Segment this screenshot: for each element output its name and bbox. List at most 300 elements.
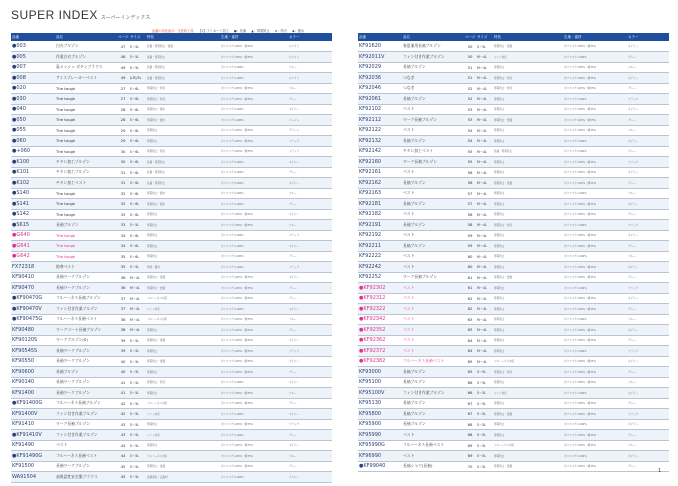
features [146,430,220,441]
size-range [476,73,493,84]
material [220,377,288,388]
product-code [358,41,402,52]
material-text: ポリエステル65%・綿35% [221,454,254,458]
table-row [11,115,332,126]
product-code-text: KF92163 [359,190,382,197]
color-name-text: ブラック [289,349,300,353]
product-name-text: 作業白衣ブルゾン [56,53,87,59]
product-name [402,293,464,304]
product-name-text: ファン付き作業ブルゾン [403,53,445,59]
size-range [476,440,493,451]
material [220,283,288,294]
product-code [358,104,402,115]
table-header-row [11,33,332,41]
features [146,188,220,199]
product-name [55,62,117,73]
product-name [55,188,117,199]
page-ref-text: 45 [120,474,126,480]
page-ref-text: 59 [467,243,473,249]
product-code-text: KF92036 [359,74,382,81]
size-range-text: S〜5L [477,380,487,385]
page-ref-text: 31 [120,180,126,186]
product-name-text: 長袖ワークブルゾン [56,463,91,469]
features-text: 帯電防止 [494,97,505,101]
color-name [288,41,332,52]
column-header: 生地・素材 [563,33,627,41]
page-ref-text: 50 [467,54,473,60]
table-row [358,41,669,52]
table-row [358,283,669,294]
features [493,62,563,73]
product-code-text: KF90140 [12,379,35,386]
size-range-text: M〜4L [477,223,487,228]
product-code-text: KF92142 [359,148,382,155]
page-ref-text: 54 [467,138,473,144]
product-code-text: KF90545S [12,347,38,354]
features-text: ファン対応 [494,55,507,59]
material [220,94,288,105]
size-range-text: S〜5L [130,44,140,49]
material [220,220,288,231]
material-text: ポリエステル100% [564,255,587,259]
size-range-text: S〜6L [130,139,140,144]
material [563,94,627,105]
size-range [476,419,493,430]
features [493,335,563,346]
page-ref-text: 29 [120,138,126,144]
page-ref [117,230,129,241]
column-header: サイズ [129,33,146,41]
material-text: ポリエステル65%・綿35% [221,465,254,469]
product-name [402,430,464,441]
product-name [55,419,117,430]
size-range-text: S〜5L [477,44,487,49]
color-name-text: ブルー [628,381,636,385]
product-name [55,409,117,420]
product-name-text: 防寒ベスト [56,263,75,269]
size-range-text: S〜5L [477,464,487,469]
product-code [11,356,55,367]
color-name [627,251,669,262]
table-row [11,241,332,252]
page-ref [117,430,129,441]
product-name-text: アイスブレーカーベスト [56,74,98,80]
size-range [476,398,493,409]
product-name-text: The tough [56,211,76,217]
page-ref [117,104,129,115]
product-name-text: 長袖ブルゾン [56,368,79,374]
material-text: ポリエステル65%・綿35% [564,328,597,332]
material-text: ポリエステル100% [564,423,587,427]
color-name [627,178,669,189]
color-name-text: ネイビー [289,276,300,280]
product-name-text: フルハーネス長袖ベスト [403,442,445,448]
size-range-text: S〜5L [130,391,140,396]
features-text: 帯電防止 [494,265,505,269]
product-code [358,136,402,147]
product-code [358,94,402,105]
product-name-text: チタン加工ブルゾン [56,169,90,175]
features [493,115,563,126]
product-name [402,73,464,84]
product-name [402,356,464,367]
page-ref-text: 64 [467,348,473,354]
product-code [358,335,402,346]
features [146,209,220,220]
features [146,136,220,147]
features [146,125,220,136]
features [146,304,220,315]
size-range-text: M〜4L [130,328,140,333]
features-text: ファン対応 [147,433,160,437]
page-ref-text: 28 [120,106,126,112]
product-name [55,146,117,157]
features [146,178,220,189]
product-code-text: ●KF92302 [359,284,386,291]
product-name [55,125,117,136]
product-code-text: ●KF92362 [359,337,386,344]
product-code [11,52,55,63]
features-text: 帯電防止・透湿 [147,465,166,469]
material [563,115,627,126]
size-range [476,125,493,136]
product-name-text: ベスト [403,452,415,458]
color-name [627,188,669,199]
color-name-text: ブラック [628,349,639,353]
product-name [55,199,117,210]
material [563,220,627,231]
product-code-text: KF95900 [359,421,382,428]
table-row [358,83,669,94]
product-name-text: ベスト [403,431,415,437]
material-text: ポリエステル65%・綿35% [564,444,597,448]
product-code-text: KF95100 [359,379,382,386]
product-code [358,178,402,189]
material-text: ポリエステル100% [221,433,244,437]
page-ref-text: 31 [120,169,126,175]
product-name [55,115,117,126]
product-code [11,346,55,357]
page-ref-text: 37 [120,306,126,312]
material [563,367,627,378]
features-text: 抗菌・帯電防止 [494,150,513,154]
product-code-text: KF91620 [359,43,382,49]
product-code [358,272,402,283]
page-ref [464,209,476,220]
size-range-text: M〜4L [477,338,487,343]
features [146,104,220,115]
product-name [402,325,464,336]
size-range [476,230,493,241]
features [493,199,563,210]
material-text: ポリエステル65%・綿35% [221,55,254,59]
material-text: ポリエステル100% [221,76,244,80]
page-ref-text: 34 [120,243,126,249]
features-text: 抗菌・帯電防止 [147,66,166,70]
table-row [11,209,332,220]
size-range-text: S〜5L [130,443,140,448]
size-range-text: M〜4L [477,191,487,196]
product-code-text: ●005 [12,53,26,60]
page-ref [464,430,476,441]
column-header: 生地・素材 [220,33,288,41]
material [563,230,627,241]
color-name-text: ネイビー [628,45,639,48]
size-range-text: S〜5L [130,338,140,343]
product-code [11,125,55,136]
page-ref-text: 65 [467,358,473,364]
material-text: ポリエステル65%・綿35% [564,381,597,385]
size-range [129,440,146,451]
material [220,367,288,378]
product-name-text: 長袖ブルゾン [403,200,426,206]
table-row [11,73,332,84]
material-text: ポリエステル100% [221,255,244,259]
size-range-text: S〜6L [130,181,140,186]
size-range-text: S〜6L [130,191,140,196]
features-text: 帯電防止 [494,234,505,238]
features [493,41,563,52]
page-ref [117,335,129,346]
material [220,125,288,136]
product-name-text: ベスト [403,305,415,311]
features [493,314,563,325]
material [563,283,627,294]
color-name-text: ブルー [289,87,297,91]
color-name [627,335,669,346]
product-name-text: The tough [56,232,76,238]
size-range-text: M〜4L [477,118,487,123]
features [493,52,563,63]
page-ref-text: 58 [467,222,473,228]
features [146,230,220,241]
material-text: ポリエステル65%・綿35% [221,45,254,48]
features [493,178,563,189]
material-text: ポリエステル65%・綿35% [221,223,254,227]
features [146,157,220,168]
features-text: 帯電防止・撥水 [147,118,166,122]
product-code-text: ●KF92312 [359,295,386,302]
features [146,220,220,231]
material-text: ポリエステル65%・綿35% [564,370,597,374]
features-text: 帯電防止 [147,129,158,133]
product-name [55,220,117,231]
product-name-text: The tough [56,190,76,196]
product-name-text: The tough [56,148,76,154]
size-range-text: M〜4L [477,349,487,354]
color-name-text: グレー [289,402,297,406]
size-range [129,73,146,84]
table-row [11,83,332,94]
table-row [11,346,332,357]
material [220,199,288,210]
features [493,104,563,115]
product-code-text: KF92211 [359,242,382,249]
material-text: ポリエステル65%・綿35% [564,45,597,48]
material [220,272,288,283]
table-row [358,325,669,336]
material [563,251,627,262]
table-row [11,230,332,241]
features [146,167,220,178]
size-range [129,41,146,52]
table-row [358,125,669,136]
page-ref-text: 69 [467,442,473,448]
color-name [288,262,332,273]
page-ref-text: 35 [120,264,126,270]
product-code [11,335,55,346]
color-name-text: ブルー [289,192,297,196]
size-range [476,293,493,304]
size-range [476,325,493,336]
material [220,62,288,73]
page-ref [117,83,129,94]
size-range [129,62,146,73]
material-text: ポリエステル100% [564,391,587,395]
table-row [11,199,332,210]
product-code-text: KF92160 [359,158,382,165]
product-name-text: 長袖シャツ(長袖) [403,463,433,469]
page-ref-text: 66 [467,390,473,396]
product-name [55,262,117,273]
color-name [288,136,332,147]
page-ref [464,451,476,462]
page-ref-text: 49 [120,64,126,70]
material [563,62,627,73]
color-name-text: ブラック [628,286,639,290]
product-code [358,440,402,451]
product-code-text: ●003 [12,43,26,49]
page-ref [117,356,129,367]
size-range [476,335,493,346]
material [220,136,288,147]
product-code [358,230,402,241]
size-range [476,461,493,472]
table-row [11,419,332,430]
features-text: 抗菌・帯電防止 [147,171,166,175]
page-ref [117,461,129,472]
size-range [129,251,146,262]
size-range [476,367,493,378]
color-name [627,115,669,126]
features-text: 帯電防止 [147,234,158,238]
material-text: ポリエステル65%・綿35% [221,402,254,406]
product-code-text: KF92162 [359,179,382,186]
product-code-text: KF92102 [359,106,382,113]
product-name [55,451,117,462]
page-ref [117,115,129,126]
features [146,314,220,325]
page-ref [117,346,129,357]
size-range [129,388,146,399]
material-text: ポリエステル100% [564,55,587,59]
size-range-text: S〜6L [130,212,140,217]
features-text: ファン対応 [147,307,160,311]
product-code-text: KF92222 [359,253,382,260]
page-ref [117,125,129,136]
table-row [358,451,669,462]
material-text: ポリエステル65%・綿35% [221,339,254,343]
product-code-text: KF92112 [359,116,382,123]
product-code [11,94,55,105]
color-name-text: ブルー [289,318,297,322]
page-ref-text: 36 [120,274,126,280]
features-text: 帯電防止・防汚 [494,76,513,80]
size-range [129,335,146,346]
product-name-text: 長袖ブルゾン [403,379,426,385]
size-range-text: M〜4L [477,149,487,154]
features [493,451,563,462]
page-ref-text: 62 [467,306,473,312]
product-code [358,356,402,367]
size-range [129,230,146,241]
page-ref-text: 52 [467,96,473,102]
product-code-text: KF95990G [359,442,385,449]
size-range [129,377,146,388]
material [220,115,288,126]
color-name-text: ブラック [289,265,300,269]
table-row [11,325,332,336]
page-ref-text: 61 [467,285,473,291]
page-ref [464,409,476,420]
table-row [358,220,669,231]
material-text: ポリエステル100% [221,108,244,112]
page-ref [464,188,476,199]
size-range [476,220,493,231]
size-range-text: M〜4L [477,296,487,301]
size-range-text: M〜4L [130,317,140,322]
color-name [288,419,332,430]
page-ref-text: 42 [120,400,126,406]
color-name [627,367,669,378]
product-name [402,304,464,315]
features-text: 帯電防止 [494,402,505,406]
table-row [358,167,669,178]
product-name-text: ベスト [403,263,415,269]
product-code [11,209,55,220]
size-range [129,115,146,126]
size-range [129,283,146,294]
product-code-text: KF90480 [12,326,35,333]
material [563,356,627,367]
product-code [11,293,55,304]
page-ref-text: 60 [467,264,473,270]
page-ref-text: 32 [120,201,126,207]
product-name-text: ファン付き作業ブルゾン [56,410,98,416]
page-ref [117,178,129,189]
page-ref [117,293,129,304]
product-code [358,283,402,294]
features-text: 帯電防止 [494,433,505,437]
product-code-text: ●KF92372 [359,347,386,354]
size-range-text: M〜4L [477,76,487,81]
material-text: ポリエステル65%・綿35% [221,129,254,133]
color-name-text: ネイビー [289,381,300,385]
product-name-text: ワークブルゾン(S) [56,337,88,343]
page-ref [464,241,476,252]
product-name [55,272,117,283]
features [146,251,220,262]
product-name-text: 裏メッシュ ボタンブラウス [56,64,103,70]
product-code-text: KF95800 [359,410,382,417]
product-code [358,52,402,63]
product-name [402,335,464,346]
features-text: 帯電防止 [147,423,158,427]
table-row [358,188,669,199]
color-name-text: グリーン [289,129,300,133]
features [146,115,220,126]
color-name [288,52,332,63]
